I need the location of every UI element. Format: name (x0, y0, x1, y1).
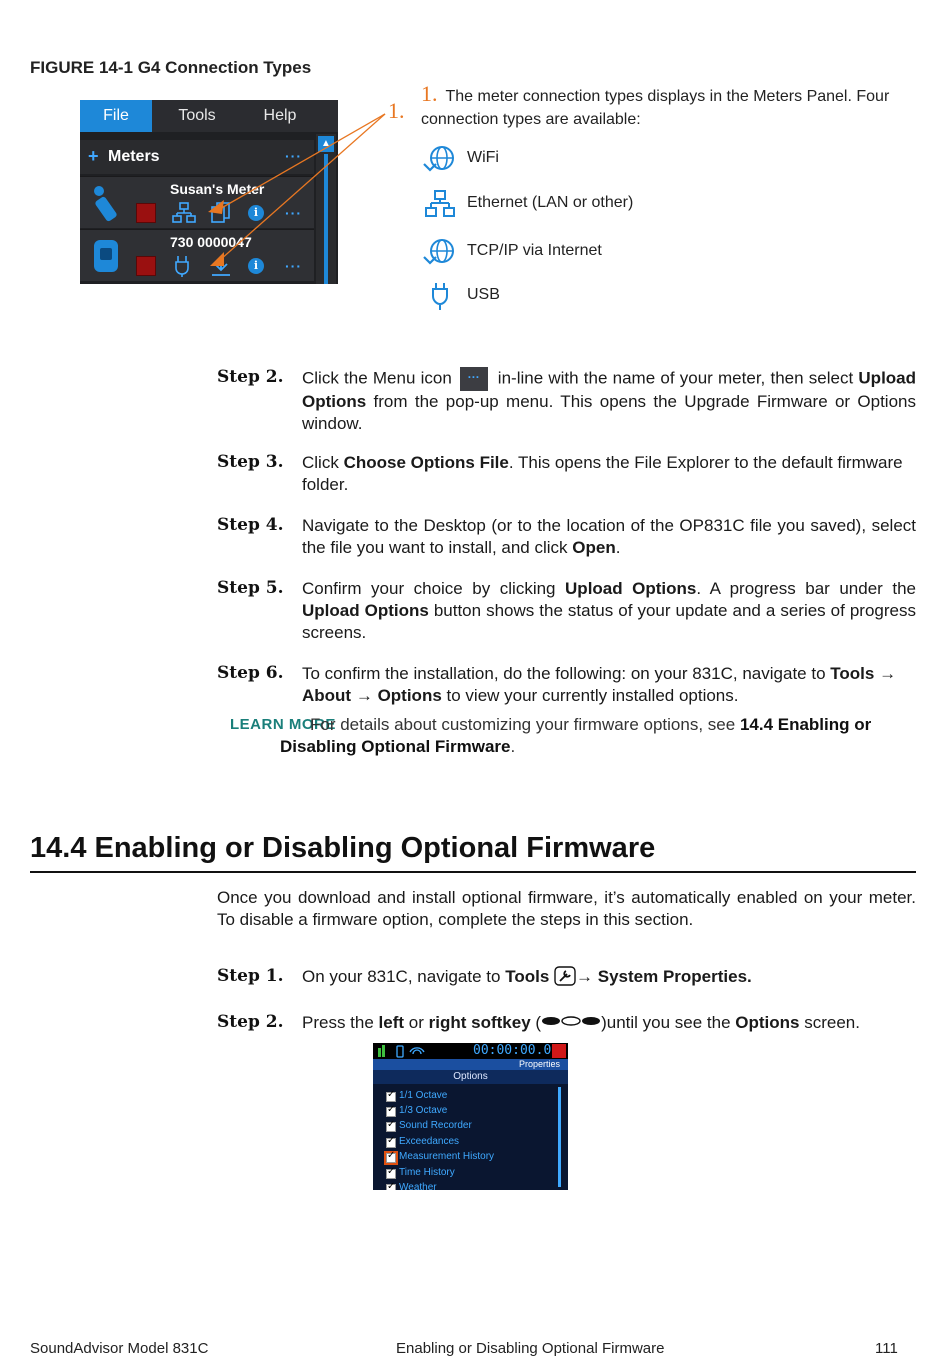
info-icon[interactable]: i (248, 205, 264, 221)
checkbox-icon[interactable] (386, 1092, 396, 1102)
checkbox-icon[interactable] (386, 1122, 396, 1132)
footer-chapter: Enabling or Disabling Optional Firmware (396, 1340, 665, 1357)
conn-type-label: USB (467, 286, 500, 303)
conn-type-label: TCP/IP via Internet (467, 242, 602, 259)
menu-tools[interactable]: Tools (178, 107, 216, 124)
ethernet-icon (422, 189, 458, 219)
device-option-item[interactable]: ✓ Sound Recorder (386, 1120, 556, 1134)
status-icons (377, 1044, 427, 1058)
callout-arrows (180, 100, 410, 270)
record-icon (552, 1044, 566, 1058)
softkeys-icon (541, 1014, 601, 1028)
menu-file[interactable]: File (80, 100, 152, 132)
info-icon[interactable]: i (248, 258, 264, 274)
scroll-up-icon[interactable]: ▲ (318, 136, 334, 152)
meter-name: Susan's Meter (170, 181, 265, 197)
step-label: Step 6. (217, 663, 284, 683)
footer-product: SoundAdvisor Model 831C (30, 1340, 209, 1357)
section-intro: Once you download and install optional firmware, it’s automatically enabled on your meter. To disable a firmware option, complete the steps in this section. (217, 888, 916, 929)
step-text: Confirm your choice by clicking Upload Options. A progress bar under the Upload Options button shows the status of your update and a series of progress screens. (302, 579, 916, 642)
meter-menu-icon[interactable]: ··· (285, 205, 302, 221)
wifi-globe-icon (422, 144, 458, 174)
add-meter-icon[interactable]: + (88, 146, 99, 166)
step-label: Step 1. (217, 966, 284, 986)
device-tab: Properties (373, 1059, 568, 1070)
device-option-item[interactable]: ✓ Weather (386, 1182, 556, 1190)
section-title: 14.4 Enabling or Disabling Optional Firmware (30, 832, 656, 864)
legend-text: The meter connection types displays in the Meters Panel. Four connection types are available: (421, 88, 890, 128)
step-label: Step 2. (217, 1012, 284, 1032)
usb-icon (422, 281, 458, 311)
step-text: Click Choose Options File. This opens the File Explorer to the default firmware folder. (302, 453, 903, 494)
meter-device-icon (88, 183, 124, 223)
figure-caption: FIGURE 14-1 G4 Connection Types (30, 58, 312, 77)
step-text: On your 831C, navigate to Tools → System Properties. (302, 967, 752, 986)
device-option-item[interactable]: ✓ 1/1 Octave (386, 1090, 556, 1104)
conn-type-label: Ethernet (LAN or other) (467, 194, 634, 211)
step-text: Navigate to the Desktop (or to the location of the OP831C file you saved), select the file you want to install, and click Open. (302, 516, 916, 557)
learn-more-text: For details about customizing your firmware options, see 14.4 Enabling or Disabling Optional Firmware. (280, 715, 872, 756)
step-text: To confirm the installation, do the following: on your 831C, navigate to Tools → About → Options to view your currently installed options. (302, 664, 897, 705)
section-divider (30, 871, 916, 873)
checkbox-icon[interactable] (386, 1138, 396, 1148)
checkbox-icon[interactable] (386, 1184, 396, 1190)
learn-more-tag: LEARN MORE (230, 716, 336, 733)
device-timer: 00:00:00.0 (473, 1043, 552, 1058)
conn-type-label: WiFi (467, 149, 499, 166)
device-option-item[interactable]: ✓ 1/3 Octave (386, 1105, 556, 1119)
device-status-bar (373, 1043, 568, 1059)
menu-help[interactable]: Help (263, 107, 297, 124)
record-indicator (136, 256, 156, 276)
device-scrollbar (558, 1087, 561, 1187)
checkbox-icon[interactable] (386, 1153, 396, 1163)
page-number: 111 (875, 1340, 898, 1357)
wrench-icon (554, 966, 576, 986)
meter-menu-icon[interactable]: ··· (285, 258, 302, 274)
meters-menu-icon[interactable]: ··· (285, 148, 302, 164)
device-option-item[interactable]: ✓ Exceedances (386, 1136, 556, 1150)
learn-more-link[interactable]: 14.4 Enabling or Disabling Optional Firmware (280, 715, 872, 756)
step-label: Step 4. (217, 515, 284, 535)
step-label: Step 5. (217, 578, 284, 598)
legend-number: 1. (421, 81, 438, 106)
device-screen-title: Options (373, 1070, 568, 1084)
step-label: Step 3. (217, 452, 284, 472)
checkbox-icon[interactable] (386, 1169, 396, 1179)
meter-device-icon (90, 236, 124, 276)
checkbox-icon[interactable] (386, 1107, 396, 1117)
meter-name: 730 0000047 (170, 234, 252, 250)
device-option-item[interactable]: ✓ Time History (386, 1167, 556, 1181)
meters-panel-title: Meters (108, 148, 160, 165)
legend-description (421, 82, 901, 131)
tcpip-globe-icon (422, 237, 458, 267)
device-options-screenshot (373, 1043, 568, 1190)
callout-number: 1. (388, 98, 405, 123)
step-text: Press the left or right softkey ( )until you see the Options screen. (302, 1013, 860, 1032)
step-label: Step 2. (217, 367, 284, 387)
menu-dots-icon: ··· (460, 367, 488, 391)
step-text: Click the Menu icon ··· in-line with the name of your meter, then select Upload Options from the pop-up menu. This opens the Upgrade Firmware or Options window. (302, 368, 917, 433)
device-option-item[interactable]: ✓ Measurement History (386, 1151, 556, 1165)
record-indicator (136, 203, 156, 223)
